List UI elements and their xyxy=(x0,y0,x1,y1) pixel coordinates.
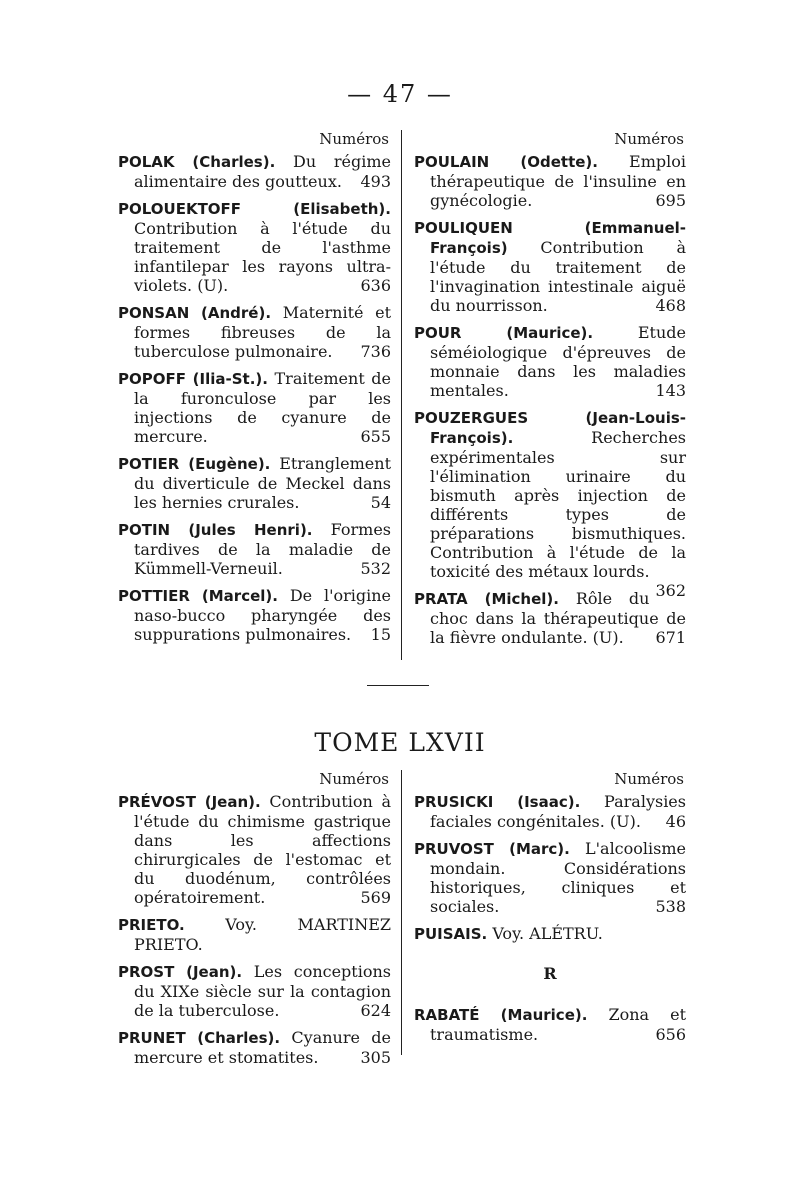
thesis-title: Maternité et formes fibreuses de la tuberculose pulmonaire. xyxy=(134,303,392,361)
entry-number: 695 xyxy=(655,191,686,210)
index-entry xyxy=(118,586,391,644)
author-name: PROST (Jean). xyxy=(118,963,243,981)
entry-number: 54 xyxy=(370,493,391,512)
entry-number: 569 xyxy=(360,888,391,907)
entry-number: 636 xyxy=(360,276,391,295)
column-header: Numéros xyxy=(319,130,389,148)
author-name: POUZERGUES (Jean-Louis-François). xyxy=(414,409,686,447)
thesis-title: Contribution à l'étude du traitement de l'invagination intestinale aiguë du nourrisson. xyxy=(430,238,686,315)
entry-list xyxy=(118,152,391,644)
top-index-section xyxy=(118,130,690,660)
entry-number: 305 xyxy=(360,1048,391,1067)
entry-list xyxy=(414,152,686,647)
author-name: PRUVOST (Marc). xyxy=(414,840,570,858)
thesis-title: Etranglement du diverticule de Meckel dans les hernies crurales. xyxy=(134,454,391,512)
thesis-title: Voy. ALÉTRU. xyxy=(492,924,603,943)
thesis-title: Contribution à l'étude du chimisme gastrique dans les affections chirurgicales de l'estomac et du duodénum, contrôlées opératoirement. xyxy=(134,792,392,907)
author-name: POTIER (Eugène). xyxy=(118,455,271,473)
index-entry xyxy=(118,792,391,907)
index-entry xyxy=(414,152,686,210)
entry-list xyxy=(414,792,686,944)
entry-number: 468 xyxy=(655,296,686,315)
index-entry xyxy=(414,839,686,916)
author-name: POTTIER (Marcel). xyxy=(118,587,278,605)
thesis-title: Rôle du choc dans la thérapeutique de la fièvre ondulante. (U). xyxy=(430,589,686,647)
bottom-left-column xyxy=(118,770,402,1067)
entry-list xyxy=(414,1005,686,1044)
bottom-index-section xyxy=(118,770,690,1067)
thesis-title: Voy. MARTINEZ PRIETO. xyxy=(134,915,391,954)
author-name: PUISAIS. xyxy=(414,925,488,943)
index-entry xyxy=(414,792,686,831)
top-left-column xyxy=(118,130,402,660)
index-entry xyxy=(118,369,391,446)
section-letter: R xyxy=(543,964,557,983)
author-name: PRUSICKI (Isaac). xyxy=(414,793,581,811)
author-name: RABATÉ (Maurice). xyxy=(414,1006,588,1024)
index-entry xyxy=(414,589,686,647)
author-name: PRATA (Michel). xyxy=(414,590,559,608)
thesis-title: Cyanure de mercure et stomatites. xyxy=(134,1028,391,1067)
index-entry xyxy=(118,454,391,512)
entry-number: 538 xyxy=(655,897,686,916)
entry-number: 655 xyxy=(360,427,391,446)
thesis-title: Contribution à l'étude du traitement de l'asthme infantilepar les rayons ultra-violets. (U). xyxy=(134,219,391,295)
thesis-title: Traitement de la furonculose par les injections de cyanure de mercure. xyxy=(134,369,391,446)
column-header: Numéros xyxy=(319,770,389,788)
entry-number: 656 xyxy=(655,1025,686,1044)
index-entry xyxy=(118,1028,391,1067)
entry-number: 15 xyxy=(370,625,391,644)
index-entry xyxy=(118,152,391,191)
entry-number: 362 xyxy=(655,581,686,600)
author-name: POUR (Maurice). xyxy=(414,324,594,342)
thesis-title: L'alcoolisme mondain. Considérations historiques, cliniques et sociales. xyxy=(430,839,686,916)
author-name: POLAK (Charles). xyxy=(118,153,276,171)
index-entry xyxy=(414,1005,686,1044)
index-entry xyxy=(118,199,391,295)
thesis-title: Les conceptions du XIXe siècle sur la contagion de la tuberculose. xyxy=(134,962,391,1020)
thesis-title: De l'origine naso-bucco pharyngée des suppurations pulmonaires. xyxy=(134,586,391,644)
entry-list xyxy=(118,792,391,1067)
thesis-title: Formes tardives de la maladie de Kümmell-Verneuil. xyxy=(134,520,391,578)
index-entry xyxy=(414,218,686,315)
top-right-column xyxy=(402,130,686,660)
index-entry xyxy=(118,962,391,1020)
index-entry xyxy=(118,303,391,361)
column-header: Numéros xyxy=(614,130,684,148)
thesis-title: Recherches expérimentales sur l'élimination urinaire du bismuth après injection de différents types de préparations bismuthiques. Contribution à l'étude de la toxicité des métaux lourds. xyxy=(430,428,686,581)
entry-number: 46 xyxy=(665,812,686,831)
thesis-title: Du régime alimentaire des goutteux. xyxy=(134,152,391,191)
index-entry xyxy=(118,915,391,954)
page-number: — 47 — xyxy=(347,80,453,108)
author-name: POPOFF (Ilia-St.). xyxy=(118,370,268,388)
index-entry xyxy=(118,520,391,578)
index-entry xyxy=(414,323,686,400)
entry-number: 736 xyxy=(360,342,391,361)
author-name: PONSAN (André). xyxy=(118,304,272,322)
entry-number: 493 xyxy=(360,172,391,191)
column-header: Numéros xyxy=(614,770,684,788)
tome-title: TOME LXVII xyxy=(314,728,486,757)
thesis-title: Etude séméiologique d'épreuves de monnaie dans les maladies mentales. xyxy=(430,323,686,400)
thesis-title: Zona et traumatisme. xyxy=(430,1005,687,1044)
section-divider xyxy=(367,685,429,686)
entry-number: 143 xyxy=(655,381,686,400)
entry-number: 532 xyxy=(360,559,391,578)
author-name: PRUNET (Charles). xyxy=(118,1029,281,1047)
author-name: POTIN (Jules Henri). xyxy=(118,521,313,539)
author-name: POULIQUEN (Emmanuel-François) xyxy=(414,219,686,257)
author-name: PRÉVOST (Jean). xyxy=(118,793,261,811)
author-name: POULAIN (Odette). xyxy=(414,153,598,171)
thesis-title: Emploi thérapeutique de l'insuline en gynécologie. xyxy=(430,152,686,210)
entry-number: 671 xyxy=(655,628,686,647)
author-name: POLOUEKTOFF (Elisabeth). xyxy=(118,200,391,218)
index-entry xyxy=(414,924,686,944)
thesis-title: Paralysies faciales congénitales. (U). xyxy=(430,792,686,831)
author-name: PRIETO. xyxy=(118,916,185,934)
bottom-right-column xyxy=(402,770,686,1055)
entry-number: 624 xyxy=(360,1001,391,1020)
